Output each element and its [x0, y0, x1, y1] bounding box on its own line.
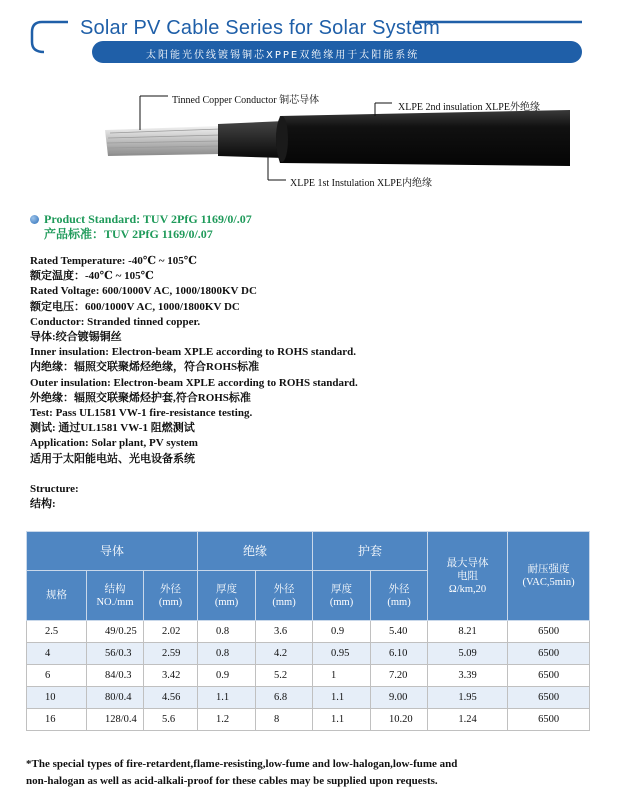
spec-line: 导体:绞合镀锡铜丝	[30, 331, 122, 344]
header-od	[371, 571, 428, 621]
table-cell: 9.00	[371, 687, 428, 709]
header-text: 外径	[160, 583, 182, 595]
table-row	[27, 621, 590, 643]
header-text: 耐压强度	[527, 564, 570, 575]
spec-line: 额定电压：600/1000V AC, 1000/1800KV DC	[30, 300, 240, 313]
spec-line: 测试: 通过UL1581 VW-1 阻燃测试	[30, 422, 195, 435]
table-cell: 1.1	[313, 687, 371, 709]
spec-line: 内绝缘：辐照交联聚烯烃绝缘，符合ROHS标准	[30, 361, 260, 374]
header-text: 厚度	[331, 583, 353, 595]
header-insulation: 绝缘	[198, 532, 313, 571]
table-cell: 4.2	[256, 643, 313, 665]
table-cell: 1.24	[428, 709, 508, 731]
structure-cn: 结构:	[30, 498, 56, 510]
table-cell: 49/0.25	[87, 621, 144, 643]
spec-line: Rated Temperature: -40℃ ~ 105℃	[30, 255, 197, 267]
table-cell: 3.39	[428, 665, 508, 687]
header-od	[256, 571, 313, 621]
table-cell: 128/0.4	[87, 709, 144, 731]
header-text: (VAC,5min)	[522, 577, 575, 588]
page-title: Solar PV Cable Series for Solar System	[80, 17, 440, 39]
table-cell: 6	[27, 665, 87, 687]
table-cell: 5.6	[144, 709, 198, 731]
header-text: 厚度	[216, 583, 238, 595]
table-cell: 10	[27, 687, 87, 709]
table-cell: 84/0.3	[87, 665, 144, 687]
header-withstand	[508, 532, 590, 621]
table-row	[27, 709, 590, 731]
table-cell: 1	[313, 665, 371, 687]
table-cell: 0.9	[313, 621, 371, 643]
header-text: Ω/km,20	[448, 583, 487, 595]
header-text: (mm)	[272, 596, 296, 608]
page-subtitle: 太阳能光伏线镀锡铜芯XPPE双绝缘用于太阳能系统	[146, 50, 420, 61]
table-cell: 1.1	[198, 687, 256, 709]
header-spec: 规格	[27, 571, 87, 621]
header-structure	[87, 571, 144, 621]
header-text: (mm)	[387, 596, 411, 608]
table-cell: 6.8	[256, 687, 313, 709]
standard-en: Product Standard: TUV 2PfG 1169/0/.07	[44, 212, 252, 226]
table-cell: 2.02	[144, 621, 198, 643]
table-cell: 3.6	[256, 621, 313, 643]
table-cell: 56/0.3	[87, 643, 144, 665]
table-cell: 8	[256, 709, 313, 731]
standard-cn: 产品标准：TUV 2PfG 1169/0/.07	[44, 227, 213, 241]
header-text: (mm)	[158, 596, 183, 608]
table-cell: 1.1	[313, 709, 371, 731]
footnote-line: non-halogan as well as acid-alkali-proof for these cables may be supplied upon requests.	[26, 775, 438, 787]
cable-illustration	[100, 88, 570, 198]
spec-line: 外绝缘：辐照交联聚烯烃护套,符合ROHS标准	[30, 391, 251, 404]
table-cell: 80/0.4	[87, 687, 144, 709]
table-cell: 16	[27, 709, 87, 731]
spec-line: Conductor: Stranded tinned copper.	[30, 315, 201, 328]
table-cell: 2.5	[27, 621, 87, 643]
header-thickness	[198, 571, 256, 621]
spec-list	[30, 254, 358, 467]
table-cell: 4	[27, 643, 87, 665]
table-cell: 1.2	[198, 709, 256, 731]
table-cell: 10.20	[371, 709, 428, 731]
table-row	[27, 665, 590, 687]
spec-line: 适用于太阳能电站、光电设备系统	[30, 452, 195, 465]
table-cell: 5.40	[371, 621, 428, 643]
table-body	[27, 621, 590, 731]
table-row	[27, 643, 590, 665]
table-cell: 0.8	[198, 643, 256, 665]
spec-table	[26, 531, 590, 731]
header-text: 电阻	[457, 570, 479, 582]
table-row	[27, 687, 590, 709]
label-second-insulation: XLPE 2nd insulation XLPE外绝缘	[398, 102, 540, 113]
header-sheath: 护套	[313, 532, 428, 571]
table-cell: 1.95	[428, 687, 508, 709]
bullet-icon	[30, 215, 39, 224]
table-cell: 3.42	[144, 665, 198, 687]
table-cell: 0.9	[198, 665, 256, 687]
header-text: 外径	[388, 583, 410, 595]
table-cell: 0.8	[198, 621, 256, 643]
header-text: 最大导体	[446, 557, 489, 569]
structure-heading	[30, 482, 79, 512]
table-cell: 6500	[508, 643, 590, 665]
table-cell: 0.95	[313, 643, 371, 665]
spec-line: Application: Solar plant, PV system	[30, 437, 198, 450]
header-od	[144, 571, 198, 621]
header-text: (mm)	[329, 596, 354, 608]
table-cell: 6500	[508, 665, 590, 687]
table-cell: 4.56	[144, 687, 198, 709]
table-cell: 2.59	[144, 643, 198, 665]
spec-line: 额定温度：-40℃ ~ 105℃	[30, 270, 154, 283]
header-thickness	[313, 571, 371, 621]
table-cell: 6500	[508, 687, 590, 709]
spec-line: Rated Voltage: 600/1000V AC, 1000/1800KV DC	[30, 285, 257, 298]
label-first-insulation: XLPE 1st Instulation XLPE内绝缘	[290, 178, 432, 189]
table-cell: 7.20	[371, 665, 428, 687]
table-cell: 6500	[508, 709, 590, 731]
header-text: NO./mm	[96, 596, 134, 608]
table-cell: 5.09	[428, 643, 508, 665]
footnote-line: *The special types of fire-retardent,flame-resisting,low-fume and low-halogan,low-fume and	[26, 758, 458, 770]
table-cell: 8.21	[428, 621, 508, 643]
product-standard	[30, 212, 252, 242]
footnote	[26, 756, 457, 790]
spec-line: Test: Pass UL1581 VW-1 fire-resistance testing.	[30, 407, 253, 420]
header-text: 外径	[273, 583, 295, 595]
header-conductor: 导体	[27, 532, 198, 571]
table-cell: 6500	[508, 621, 590, 643]
spec-line: Inner insulation: Electron-beam XPLE according to ROHS standard.	[30, 346, 356, 359]
spec-line: Outer insulation: Electron-beam XPLE according to ROHS standard.	[30, 376, 358, 389]
structure-en: Structure:	[30, 483, 79, 495]
label-conductor: Tinned Copper Conductor 铜芯导体	[172, 95, 320, 106]
header-text: (mm)	[214, 596, 239, 608]
header-text: 结构	[104, 583, 126, 595]
header-max-resistance	[428, 532, 508, 621]
table-cell: 5.2	[256, 665, 313, 687]
table-cell: 6.10	[371, 643, 428, 665]
